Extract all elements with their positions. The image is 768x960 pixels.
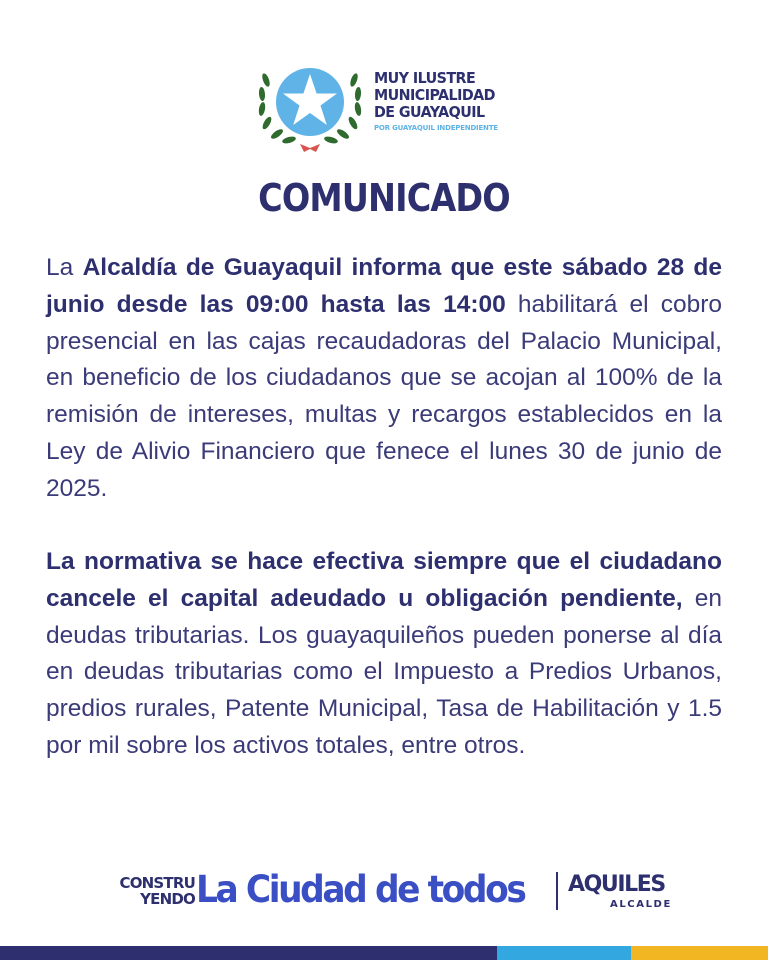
municipality-name-line: DE GUAYAQUIL (374, 103, 485, 121)
paragraph-text: La (46, 254, 83, 281)
construyendo-label (93, 875, 195, 907)
municipality-tagline: POR GUAYAQUIL INDEPENDIENTE (374, 124, 498, 132)
mayor-title: ALCALDE (610, 899, 672, 910)
announcement-paragraph-2 (46, 544, 722, 765)
mayor-name: AQUILES (568, 872, 665, 897)
municipality-name (374, 70, 495, 121)
paragraph-text: en deudas tributarias. Los guayaquileños pueden ponerse al día en deudas tributarias como el Impuesto a Predios Urbanos, predios rurales, Patente Municipal, Tasa de Habilitación y 1.5 por mil sobre los activos totales, entre otros. (46, 584, 722, 759)
paragraph-text: habilitará el cobro presencial en las cajas recaudadoras del Palacio Municipal, en beneficio de los ciudadanos que se acojan al 100% de la remisión de intereses, multas y recargos establecidos en la Ley de Alivio Financiero que fenece el lunes 30 de junio de 2025. (46, 290, 722, 502)
footer-branding (93, 866, 693, 916)
paragraph-bold-text: Alcaldía de Guayaquil informa que este sábado 28 de junio desde las 09:00 hasta las 14:00 (46, 254, 723, 318)
paragraph-bold-text: La normativa se hace efectiva siempre que el ciudadano cancele el capital adeudado u obligación pendiente, (46, 548, 722, 612)
construyendo-line: YENDO (140, 890, 195, 908)
footer-divider (556, 872, 558, 910)
footer-bar-navy (0, 946, 497, 960)
footer-bar-blue (497, 946, 631, 960)
slogan: La Ciudad de todos (196, 868, 525, 911)
municipality-name-line: MUY ILUSTRE (374, 69, 476, 87)
municipality-name-line: MUNICIPALIDAD (374, 86, 495, 104)
announcement-paragraph-1 (46, 250, 722, 508)
footer-bar-yellow (631, 946, 768, 960)
construyendo-line: CONSTRU (119, 874, 195, 892)
page-title: COMUNICADO (258, 176, 510, 220)
star-laurel-icon (254, 62, 366, 154)
municipality-header (254, 62, 524, 154)
